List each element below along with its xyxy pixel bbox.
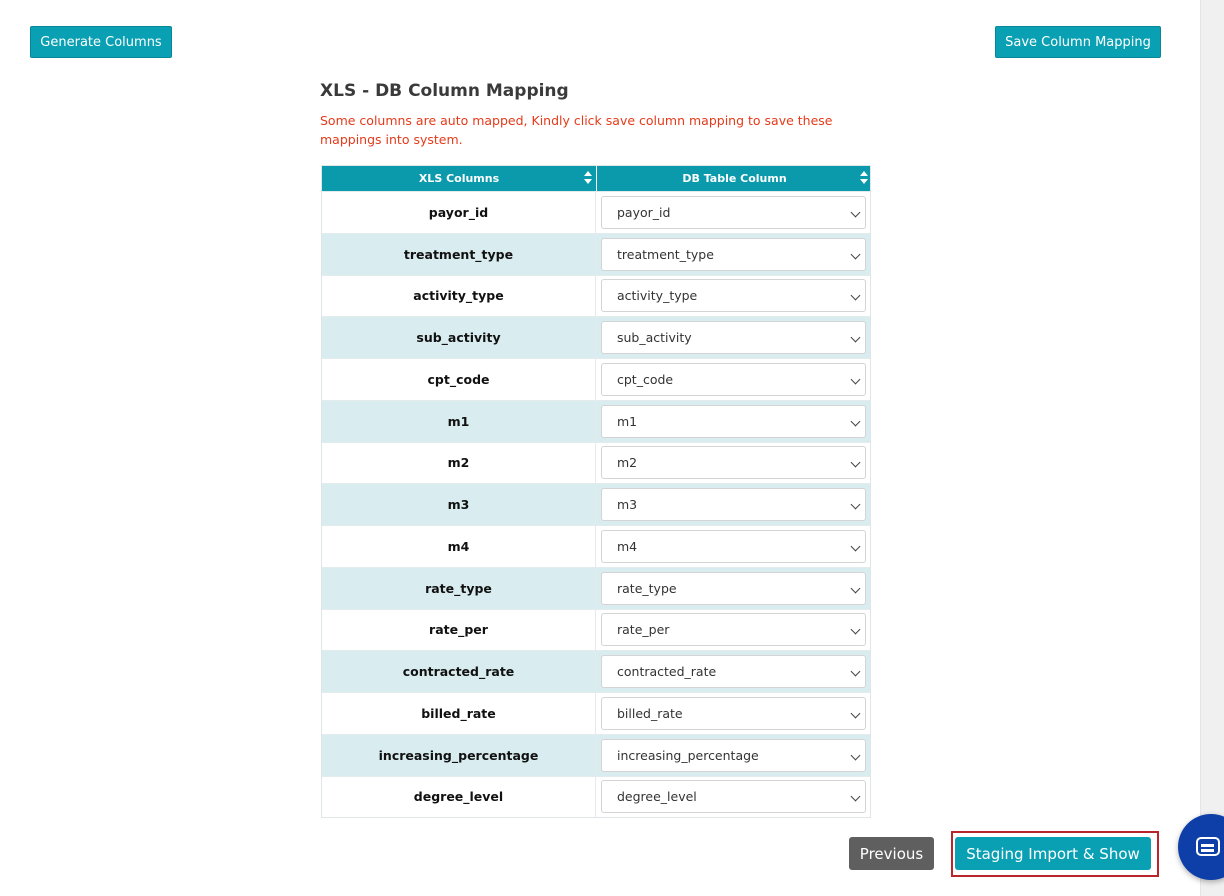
db-column-select[interactable] bbox=[601, 488, 866, 521]
chevron-down-icon[interactable] bbox=[851, 708, 861, 718]
table-row bbox=[322, 525, 870, 567]
db-column-select[interactable] bbox=[601, 238, 866, 271]
chevron-down-icon[interactable] bbox=[851, 541, 861, 551]
chevron-down-icon[interactable] bbox=[851, 291, 861, 301]
xls-column-name: sub_activity bbox=[322, 317, 596, 358]
db-column-cell bbox=[596, 568, 870, 609]
db-column-value: cpt_code bbox=[617, 371, 674, 387]
sort-icon[interactable] bbox=[584, 171, 592, 185]
chat-icon bbox=[1196, 837, 1220, 856]
chevron-down-icon[interactable] bbox=[851, 625, 861, 635]
xls-column-name: m2 bbox=[322, 443, 596, 484]
chevron-down-icon[interactable] bbox=[851, 583, 861, 593]
header-label: DB Table Column bbox=[682, 172, 787, 185]
db-column-cell bbox=[596, 359, 870, 400]
db-column-cell bbox=[596, 777, 870, 818]
table-row bbox=[322, 442, 870, 484]
db-column-value: rate_per bbox=[617, 622, 670, 638]
chevron-down-icon[interactable] bbox=[851, 792, 861, 802]
db-column-cell bbox=[596, 735, 870, 776]
table-row bbox=[322, 609, 870, 651]
xls-column-name: m4 bbox=[322, 526, 596, 567]
db-column-select[interactable] bbox=[601, 697, 866, 730]
chevron-down-icon[interactable] bbox=[851, 458, 861, 468]
save-column-mapping-button[interactable]: Save Column Mapping bbox=[995, 26, 1161, 58]
db-column-cell bbox=[596, 192, 870, 233]
db-column-select[interactable] bbox=[601, 446, 866, 479]
sort-icon[interactable] bbox=[860, 171, 868, 185]
xls-column-name: treatment_type bbox=[322, 234, 596, 275]
table-row bbox=[322, 567, 870, 609]
xls-column-name: cpt_code bbox=[322, 359, 596, 400]
db-column-value: m1 bbox=[617, 413, 638, 429]
chevron-down-icon[interactable] bbox=[851, 750, 861, 760]
table-row bbox=[322, 358, 870, 400]
db-column-select[interactable] bbox=[601, 196, 866, 229]
db-column-select[interactable] bbox=[601, 530, 866, 563]
db-column-value: contracted_rate bbox=[617, 664, 717, 680]
db-column-select[interactable] bbox=[601, 739, 866, 772]
db-column-value: billed_rate bbox=[617, 705, 683, 721]
db-column-cell bbox=[596, 401, 870, 442]
db-column-select[interactable] bbox=[601, 572, 866, 605]
db-column-select[interactable] bbox=[601, 405, 866, 438]
db-column-select[interactable] bbox=[601, 613, 866, 646]
xls-column-name: payor_id bbox=[322, 192, 596, 233]
page-title: XLS - DB Column Mapping bbox=[320, 81, 569, 101]
chevron-down-icon[interactable] bbox=[851, 667, 861, 677]
db-column-value: m4 bbox=[617, 538, 638, 554]
db-column-cell bbox=[596, 610, 870, 651]
db-column-select[interactable] bbox=[601, 363, 866, 396]
db-column-select[interactable] bbox=[601, 321, 866, 354]
db-column-value: treatment_type bbox=[617, 246, 714, 262]
db-column-value: rate_type bbox=[617, 580, 677, 596]
chevron-down-icon[interactable] bbox=[851, 333, 861, 343]
db-column-cell bbox=[596, 526, 870, 567]
table-row bbox=[322, 483, 870, 525]
chevron-down-icon[interactable] bbox=[851, 500, 861, 510]
chevron-down-icon[interactable] bbox=[851, 249, 861, 259]
db-column-select[interactable] bbox=[601, 780, 866, 813]
header-label: XLS Columns bbox=[418, 172, 500, 185]
db-column-select[interactable] bbox=[601, 279, 866, 312]
xls-column-name: rate_per bbox=[322, 610, 596, 651]
auto-map-notice: Some columns are auto mapped, Kindly click save column mapping to save these mappings into system. bbox=[320, 113, 833, 147]
table-row bbox=[322, 650, 870, 692]
table-body bbox=[322, 191, 870, 817]
db-column-cell bbox=[596, 317, 870, 358]
db-column-cell bbox=[596, 484, 870, 525]
xls-column-name: billed_rate bbox=[322, 693, 596, 734]
db-column-value: payor_id bbox=[617, 204, 671, 220]
db-column-value: sub_activity bbox=[617, 330, 692, 346]
generate-columns-button[interactable]: Generate Columns bbox=[30, 26, 172, 58]
xls-column-name: m3 bbox=[322, 484, 596, 525]
mapping-table bbox=[321, 165, 871, 818]
db-column-cell bbox=[596, 234, 870, 275]
chat-launcher-button[interactable] bbox=[1178, 814, 1224, 880]
right-gutter bbox=[1200, 0, 1224, 896]
db-column-value: degree_level bbox=[617, 789, 697, 805]
table-row bbox=[322, 275, 870, 317]
db-column-value: activity_type bbox=[617, 288, 698, 304]
xls-column-name: increasing_percentage bbox=[322, 735, 596, 776]
table-header bbox=[322, 166, 870, 191]
xls-column-name: activity_type bbox=[322, 276, 596, 317]
previous-button[interactable]: Previous bbox=[849, 837, 934, 870]
table-row bbox=[322, 692, 870, 734]
xls-column-name: contracted_rate bbox=[322, 651, 596, 692]
table-row bbox=[322, 400, 870, 442]
chevron-down-icon[interactable] bbox=[851, 207, 861, 217]
db-column-value: m2 bbox=[617, 455, 638, 471]
table-row bbox=[322, 776, 870, 818]
table-row bbox=[322, 233, 870, 275]
table-row bbox=[322, 316, 870, 358]
staging-import-show-button[interactable]: Staging Import & Show bbox=[955, 837, 1151, 870]
db-column-cell bbox=[596, 693, 870, 734]
db-column-value: m3 bbox=[617, 497, 638, 513]
table-row bbox=[322, 734, 870, 776]
xls-column-name: rate_type bbox=[322, 568, 596, 609]
chevron-down-icon[interactable] bbox=[851, 374, 861, 384]
xls-column-name: degree_level bbox=[322, 777, 596, 818]
db-column-cell bbox=[596, 651, 870, 692]
header-db-table-column[interactable] bbox=[597, 166, 872, 191]
header-xls-columns[interactable] bbox=[322, 166, 597, 191]
table-row bbox=[322, 191, 870, 233]
db-column-cell bbox=[596, 276, 870, 317]
chevron-down-icon[interactable] bbox=[851, 416, 861, 426]
db-column-value: increasing_percentage bbox=[617, 747, 759, 763]
db-column-cell bbox=[596, 443, 870, 484]
db-column-select[interactable] bbox=[601, 655, 866, 688]
xls-column-name: m1 bbox=[322, 401, 596, 442]
